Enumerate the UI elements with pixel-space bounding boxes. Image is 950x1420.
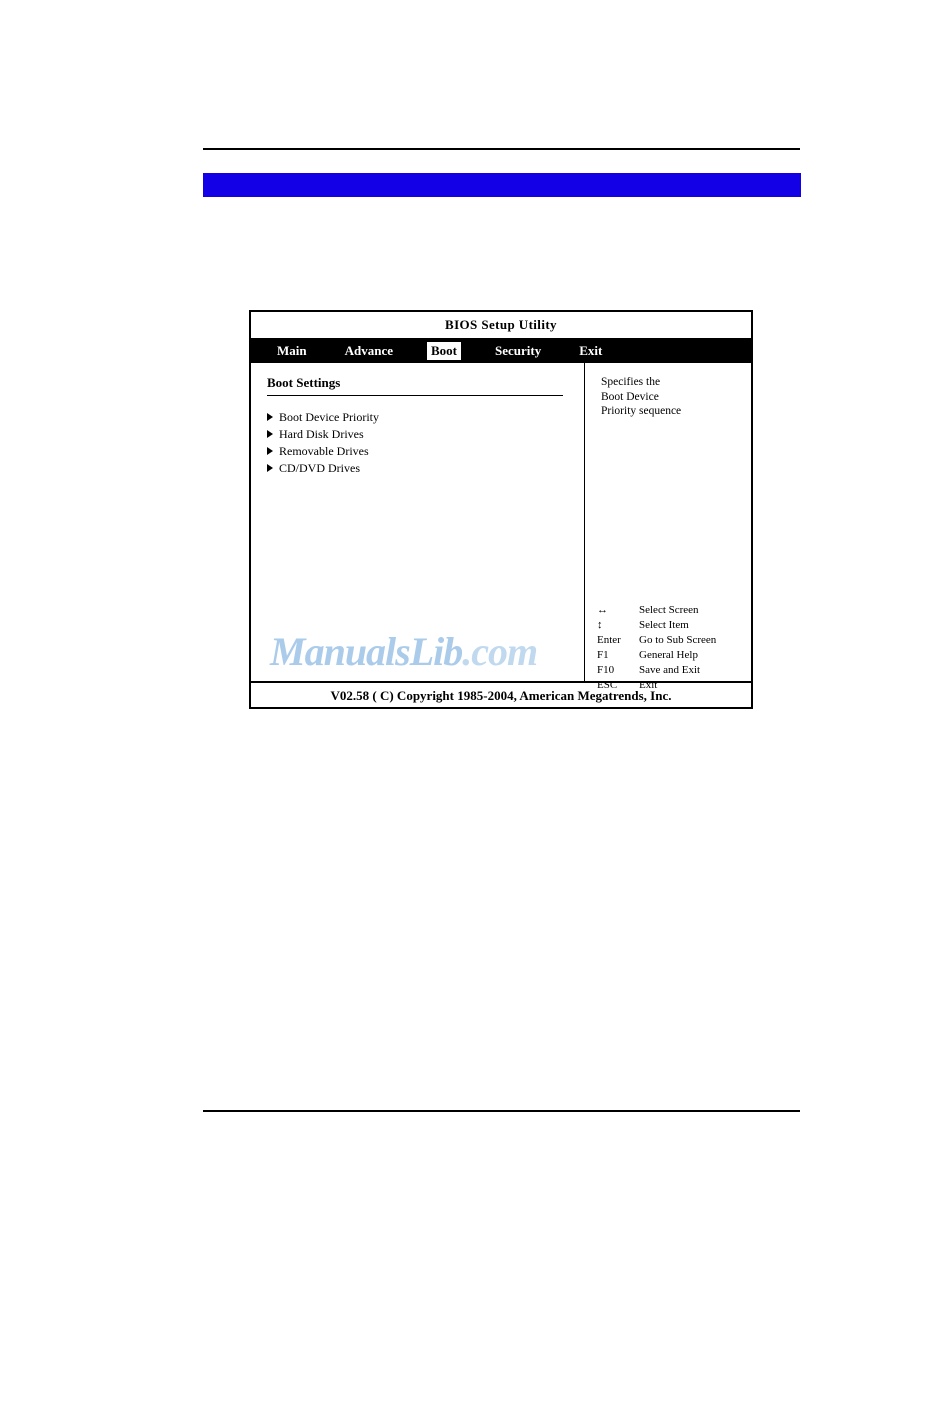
legend-row-esc	[597, 678, 747, 693]
watermark-text: ManualsLib	[270, 629, 463, 674]
tab-main[interactable]: Main	[277, 343, 307, 358]
section-divider	[267, 395, 563, 396]
watermark-suffix: .com	[462, 629, 538, 674]
legend-label: Select Item	[639, 619, 689, 631]
menu-item-boot-device-priority[interactable]	[267, 410, 584, 424]
triangle-right-icon	[267, 464, 273, 472]
menu-item-label: CD/DVD Drives	[279, 461, 360, 475]
key-legend	[597, 603, 747, 693]
menu-item-label: Hard Disk Drives	[279, 427, 364, 441]
legend-row-select-item	[597, 618, 747, 633]
tab-exit[interactable]: Exit	[579, 343, 603, 358]
menu-item-removable-drives[interactable]	[267, 444, 584, 458]
bios-menu-bar	[251, 339, 751, 363]
f10-key-label: F10	[597, 664, 615, 676]
triangle-right-icon	[267, 430, 273, 438]
arrow-left-right-icon: ↔	[597, 604, 607, 616]
legend-label: Select Screen	[639, 604, 699, 616]
help-text-line: Priority sequence	[601, 405, 682, 417]
legend-label: Save and Exit	[639, 664, 701, 676]
tab-advance[interactable]: Advance	[344, 343, 394, 358]
menu-item-label: Boot Device Priority	[279, 410, 379, 424]
arrow-up-down-icon: ↕	[597, 619, 602, 631]
triangle-right-icon	[267, 413, 273, 421]
bios-help-pane	[585, 363, 751, 691]
f1-key-label: F1	[597, 649, 609, 661]
bios-body	[251, 363, 751, 691]
menu-item-label: Removable Drives	[279, 444, 369, 458]
page-bottom-rule	[203, 1110, 800, 1112]
legend-label: Go to Sub Screen	[639, 634, 717, 646]
bios-setup-window	[249, 310, 753, 709]
legend-label: General Help	[639, 649, 698, 661]
triangle-right-icon	[267, 447, 273, 455]
tab-boot[interactable]: Boot	[427, 342, 461, 360]
help-text-line: Specifies the	[601, 376, 661, 388]
legend-row-f10	[597, 663, 747, 678]
esc-key-label: ESC	[597, 679, 618, 691]
section-title: Boot Settings	[267, 375, 341, 390]
enter-key-label: Enter	[597, 634, 621, 646]
help-text-line: Boot Device	[601, 390, 659, 403]
header-blue-band	[203, 173, 801, 197]
legend-label: Exit	[639, 679, 658, 691]
menu-item-hard-disk-drives[interactable]	[267, 427, 584, 441]
bios-settings-pane	[251, 363, 585, 681]
legend-row-f1	[597, 648, 747, 663]
bios-footer: V02.58 ( C) Copyright 1985-2004, American Megatrends, Inc.	[251, 681, 751, 709]
tab-security[interactable]: Security	[495, 343, 542, 358]
legend-row-enter	[597, 633, 747, 648]
bios-title: BIOS Setup Utility	[251, 312, 751, 339]
menu-item-cd-dvd-drives[interactable]	[267, 461, 584, 475]
legend-row-select-screen	[597, 603, 747, 618]
page-top-rule	[203, 148, 800, 150]
